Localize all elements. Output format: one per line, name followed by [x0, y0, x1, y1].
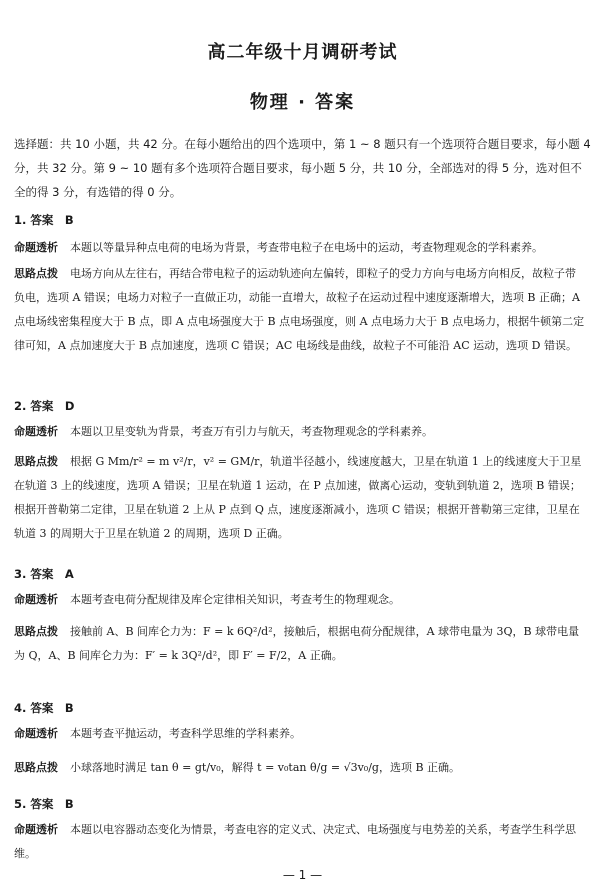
question-5-mingti: 命题透析 本题以电容器动态变化为情景，考查电容的定义式、决定式、电场强度与电势差的关系，考查学生科学思维。 [14, 823, 576, 860]
question-1-silu: 思路点拨 电场方向从左往右，再结合带电粒子的运动轨迹向左偏转，即粒子的受力方向与电场方向相反，故粒子带负电，选项 A 错误；电场力对粒子一直做正功，动能一直增大，故粒子在运动过程中速度逐渐增大，选项 B 正确；A 点电场线密集程度大于 B 点，即 A 点电场强度大于 B 点电场强度，则 A 点电场力大于 B 点电场力，根据牛顿第二定律可知，A 点加速度大于 B 点加速度，选项 C 错误；AC 电场线是曲线，故粒子不可能沿 AC 运动，选项 D 错误。 [14, 267, 585, 352]
silu-label: 思路点拨 [14, 761, 58, 774]
question-3-silu: 思路点拨 接触前 A、B 间库仑力为：F = k 6Q²/d²，接触后，根据电荷分配规律，A 球带电量为 3Q，B 球带电量为 Q，A、B 间库仑力为：F′ = k 3Q²/d²，即 F′ = F/2，A 正确。 [14, 625, 580, 662]
question-2-mingti: 命题透析 本题以卫星变轨为背景，考查万有引力与航天，考查物理观念的学科素养。 [14, 425, 433, 438]
page-number: — 1 — [282, 868, 323, 882]
question-3-head: 3. 答案 A [14, 567, 74, 581]
question-5-head: 5. 答案 B [14, 797, 74, 811]
silu-label: 思路点拨 [14, 625, 58, 638]
question-4-silu: 思路点拨 小球落地时满足 tan θ = gt/v₀，解得 t = v₀tan θ/g = √3v₀/g，选项 B 正确。 [14, 761, 461, 774]
mingti-label: 命题透析 [14, 241, 58, 254]
mingti-label: 命题透析 [14, 425, 58, 438]
question-1-mingti: 命题透析 本题以等量异种点电荷的电场为背景，考查带电粒子在电场中的运动，考查物理观念的学科素养。 [14, 241, 543, 254]
mingti-label: 命题透析 [14, 727, 58, 740]
question-4-mingti: 命题透析 本题考查平抛运动，考查科学思维的学科素养。 [14, 727, 301, 740]
silu-label: 思路点拨 [14, 267, 58, 280]
question-2-silu: 思路点拨 根据 G Mm/r² = m v²/r，v² = GM/r，轨道半径越小，线速度越大，卫星在轨道 1 上的线速度大于卫星在轨道 3 上的线速度，选项 A 错误；卫星在轨道 1 运动，在 P 点加速，做离心运动，变轨到轨道 2，选项 B 错误；根据开普勒第二定律，卫星在轨道 2 上从 P 点到 Q 点，速度逐渐减小，选项 C 错误；根据开普勒第三定律，卫星在轨道 3 的周期大于卫星在轨道 2 的周期，选项 D 正确。 [14, 455, 582, 540]
question-4-head: 4. 答案 B [14, 701, 74, 715]
page-title: 高二年级十月调研考试 [207, 42, 398, 63]
mingti-label: 命题透析 [14, 593, 58, 606]
silu-label: 思路点拨 [14, 455, 58, 468]
mingti-label: 命题透析 [14, 823, 58, 836]
question-1-head: 1. 答案 B [14, 213, 74, 227]
intro-paragraph: 选择题：共 10 小题，共 42 分。在每小题给出的四个选项中，第 1 ~ 8 题只有一个选项符合题目要求，每小题 4 分，共 32 分。第 9 ~ 10 题有多个选项符合题目要求，每小题 5 分，共 10 分，全部选对的得 5 分，选对但不全的得 3 分，有选错的得 0 分。 [14, 137, 591, 199]
question-3-mingti: 命题透析 本题考查电荷分配规律及库仑定律相关知识，考查考生的物理观念。 [14, 593, 400, 606]
question-2-head: 2. 答案 D [14, 399, 75, 413]
page-subtitle: 物理 · 答案 [249, 92, 356, 113]
